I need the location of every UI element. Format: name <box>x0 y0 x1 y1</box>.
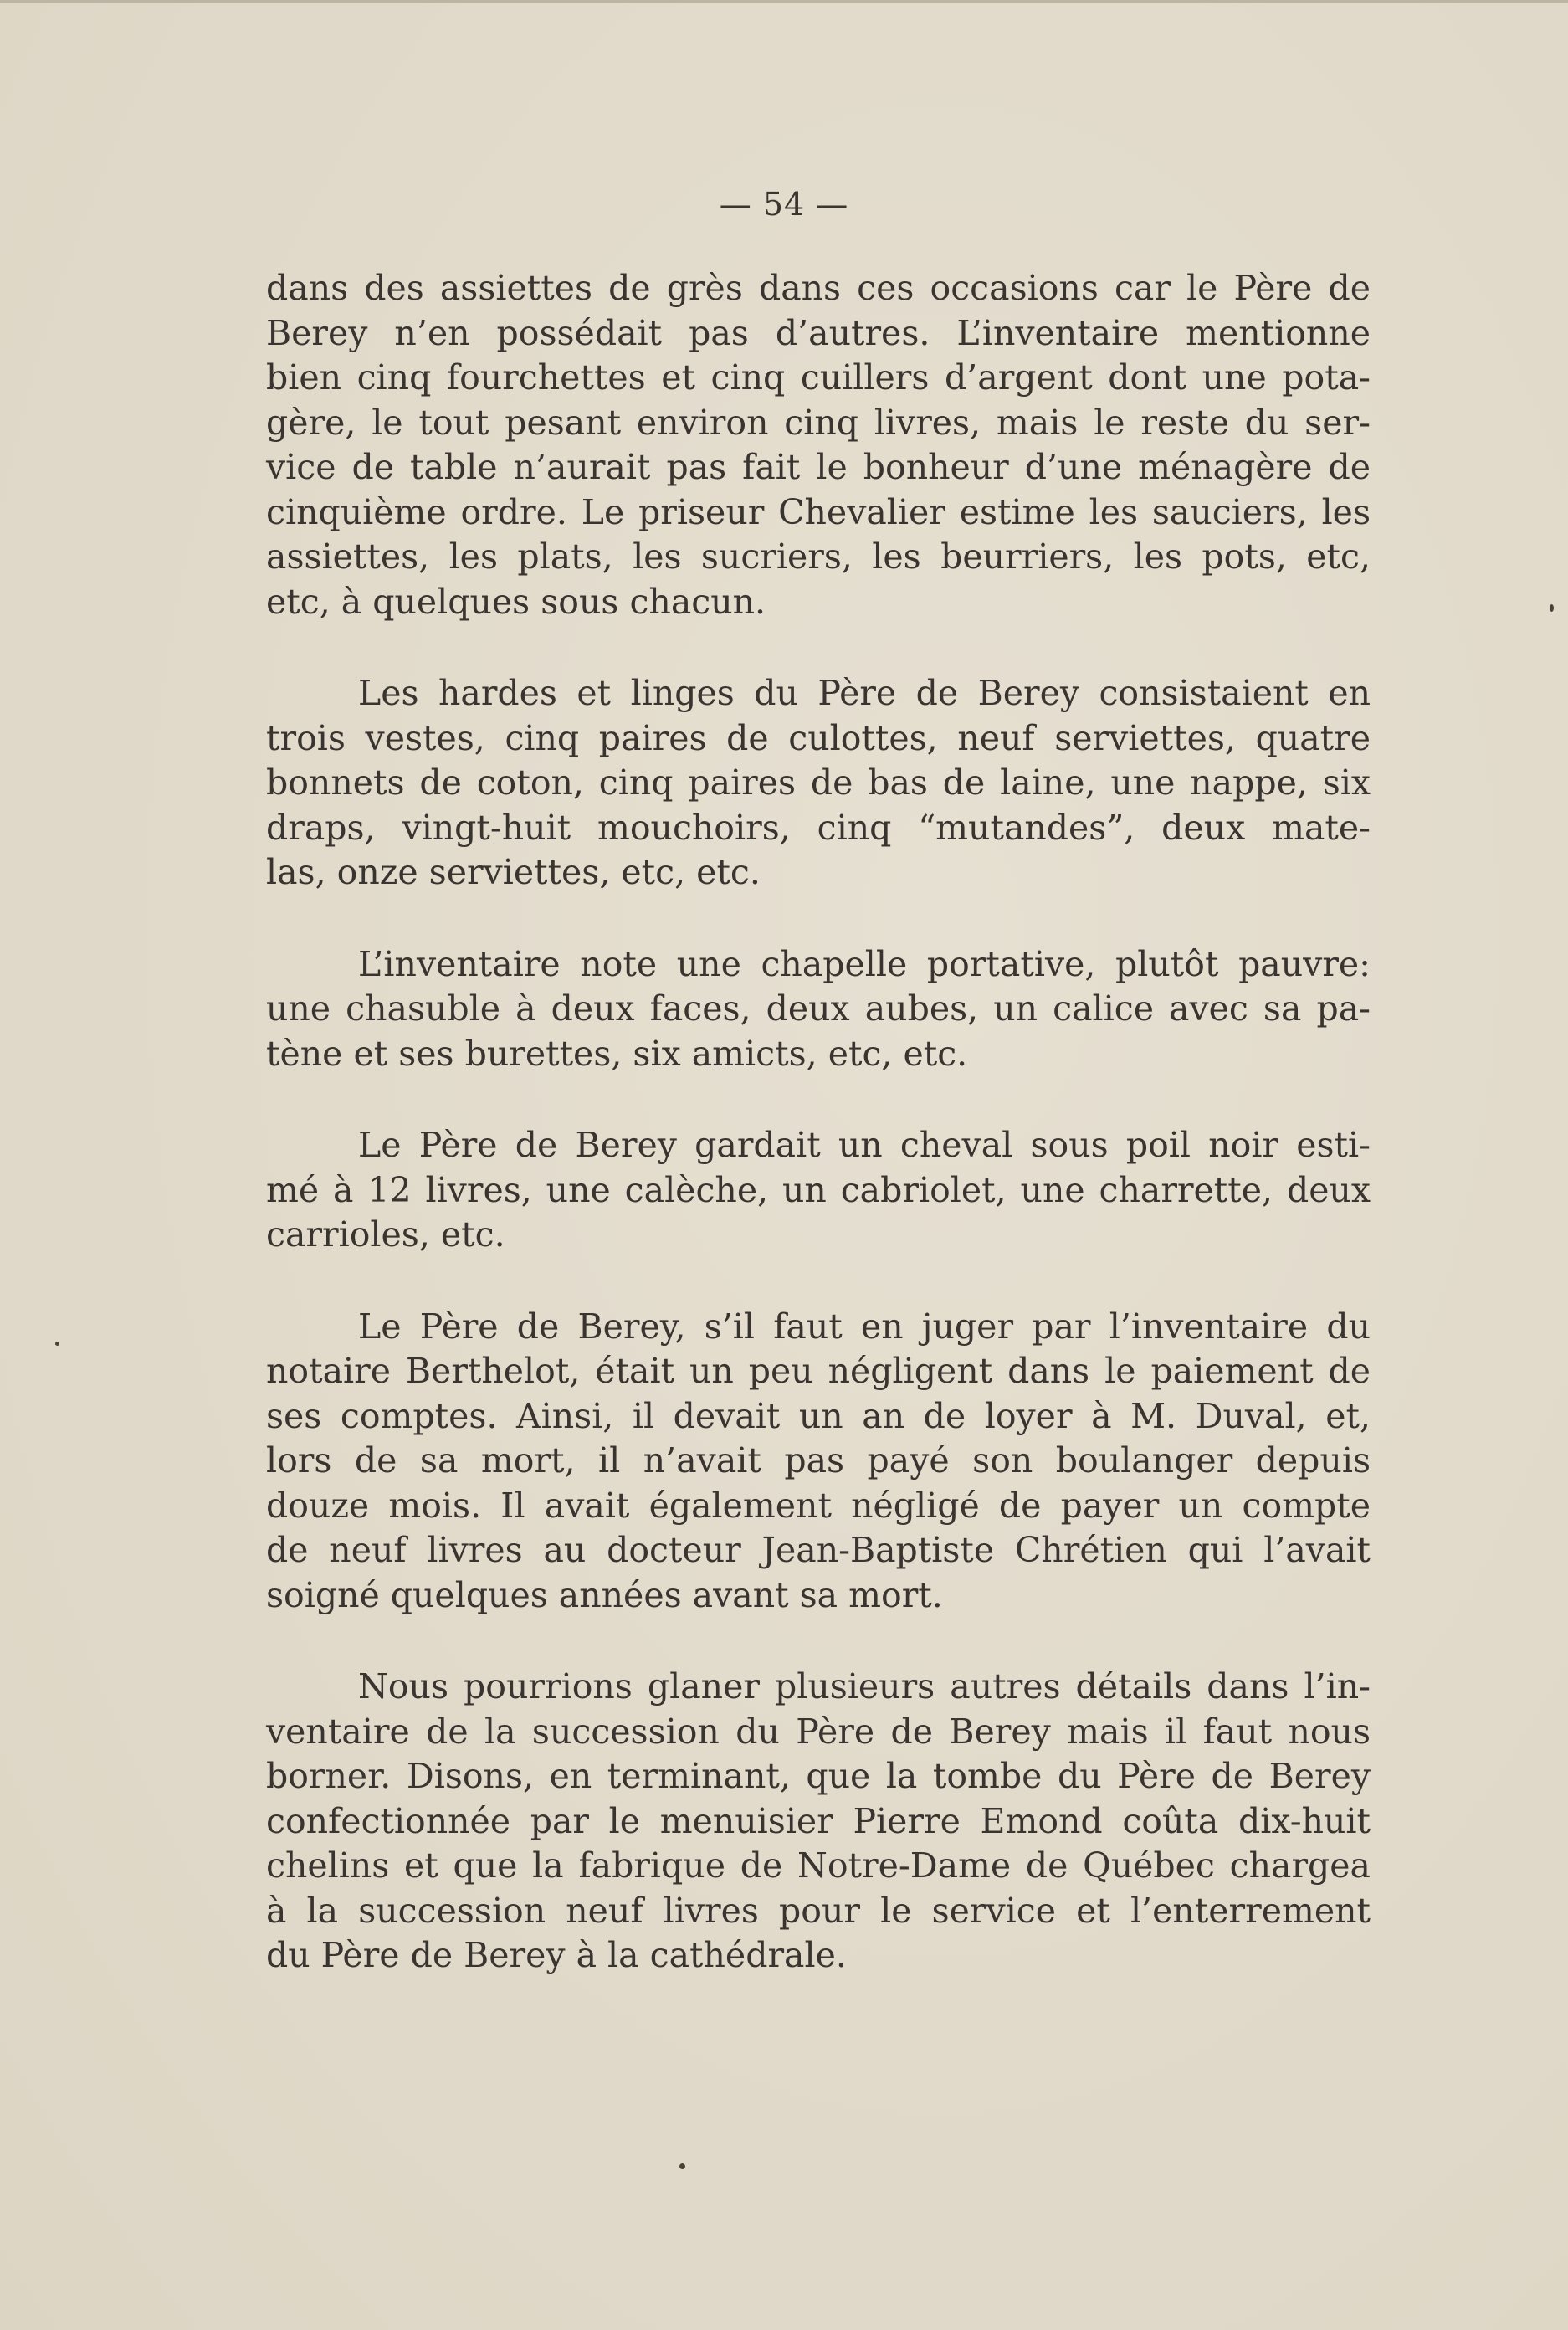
paragraph-chapel <box>266 942 1371 1077</box>
text-line: vice de table n’aurait pas fait le bonheur d’une ménagère de <box>266 447 1371 487</box>
text-line: borner. Disons, en terminant, que la tombe du Père de Berey <box>266 1756 1371 1796</box>
text-line: L’inventaire note une chapelle portative, plutôt pauvre: <box>358 943 1371 984</box>
text-line: mé à 12 livres, une calèche, un cabriolet, une charrette, deux <box>266 1169 1371 1210</box>
text-line: cinquième ordre. Le priseur Chevalier estime les sauciers, les <box>266 491 1371 532</box>
top-edge-rule <box>0 0 1568 3</box>
text-line: du Père de Berey à la cathédrale. <box>266 1935 847 1975</box>
text-line: etc, à quelques sous chacun. <box>266 581 766 622</box>
text-line: ses comptes. Ainsi, il devait un an de loyer à M. Duval, et, <box>266 1395 1371 1436</box>
text-line: dans des assiettes de grès dans ces occasions car le Père de <box>266 268 1371 308</box>
text-line: lors de sa mort, il n’avait pas payé son boulanger depuis <box>266 1440 1371 1481</box>
paper-speck <box>679 2163 685 2169</box>
text-line: une chasuble à deux faces, deux aubes, un calice avec sa pa- <box>266 988 1371 1029</box>
paragraph-conclusion <box>266 1665 1371 1978</box>
text-line: douze mois. Il avait également négligé de payer un compte <box>266 1485 1371 1526</box>
text-line: tène et ses burettes, six amicts, etc, etc. <box>266 1033 968 1074</box>
page-number: — 54 — <box>719 186 849 223</box>
body-text <box>266 266 1371 2025</box>
text-line: Les hardes et linges du Père de Berey consistaient en <box>358 673 1371 713</box>
text-line: Nous pourrions glaner plusieurs autres détails dans l’in- <box>358 1666 1371 1706</box>
text-line: draps, vingt-huit mouchoirs, cinq “mutandes”, deux mate- <box>266 807 1371 848</box>
text-line: Berey n’en possédait pas d’autres. L’inventaire mentionne <box>266 312 1371 353</box>
text-line: à la succession neuf livres pour le service et l’enterrement <box>266 1890 1371 1931</box>
text-line: bonnets de coton, cinq paires de bas de laine, une nappe, six <box>266 762 1371 803</box>
paper-speck <box>55 1342 59 1346</box>
text-line: ventaire de la succession du Père de Berey mais il faut nous <box>266 1711 1371 1752</box>
text-line: bien cinq fourchettes et cinq cuillers d’argent dont une pota- <box>266 357 1371 398</box>
text-line: carrioles, etc. <box>266 1214 505 1255</box>
paper-speck <box>1550 604 1554 612</box>
text-line: Le Père de Berey, s’il faut en juger par l’inventaire du <box>358 1306 1371 1347</box>
paragraph-clothing <box>266 671 1371 896</box>
text-line: trois vestes, cinq paires de culottes, neuf serviettes, quatre <box>266 717 1371 758</box>
text-line: gère, le tout pesant environ cinq livres, mais le reste du ser- <box>266 402 1371 443</box>
text-line: de neuf livres au docteur Jean-Baptiste Chrétien qui l’avait <box>266 1530 1371 1570</box>
text-line: Le Père de Berey gardait un cheval sous poil noir esti- <box>358 1125 1371 1165</box>
text-line: las, onze serviettes, etc, etc. <box>266 852 761 892</box>
text-line: confectionnée par le menuisier Pierre Emond coûta dix-huit <box>266 1800 1371 1841</box>
paragraph-debts <box>266 1305 1371 1619</box>
paragraph-horse <box>266 1123 1371 1258</box>
text-line: assiettes, les plats, les sucriers, les beurriers, les pots, etc, <box>266 536 1371 577</box>
text-line: chelins et que la fabrique de Notre-Dame de Québec chargea <box>266 1845 1371 1886</box>
paragraph-tableware <box>266 266 1371 624</box>
text-line: notaire Berthelot, était un peu négligent dans le paiement de <box>266 1351 1371 1391</box>
text-line: soigné quelques années avant sa mort. <box>266 1574 943 1615</box>
